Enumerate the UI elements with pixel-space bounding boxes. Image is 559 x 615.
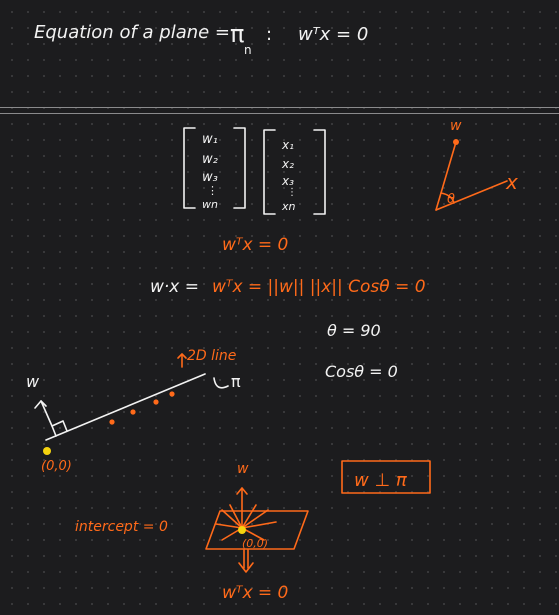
heading-text: Equation of a plane = — [34, 22, 231, 43]
transpose-equation-orange: wᵀx = 0 — [222, 235, 289, 255]
perpendicular-box — [342, 461, 430, 493]
angle-x-label: x — [506, 170, 518, 194]
x-vector-entry-1: x₁ — [282, 138, 294, 152]
heading-separator: : — [266, 24, 273, 45]
line-point-1 — [109, 419, 114, 424]
line-pi-label: π — [231, 372, 241, 391]
angle-w-tip-point — [453, 139, 459, 145]
perpendicular-box-text: w ⊥ π — [354, 470, 407, 491]
cos-value: Cosθ = 0 — [325, 362, 398, 381]
radiating-arrow-2 — [230, 505, 242, 528]
w-vector-entry-3: w₃ — [202, 170, 218, 185]
theta-value: θ = 90 — [327, 321, 381, 340]
line-origin-label: (0,0) — [41, 459, 72, 474]
line-pi-arrow — [214, 378, 228, 388]
w-vector-entry-n: wn — [202, 198, 218, 211]
plane-origin-label: (0,0) — [242, 537, 269, 550]
angle-theta-label: θ — [447, 192, 455, 207]
dot-product-rhs: wᵀx = ||w|| ||x|| Cosθ = 0 — [212, 277, 426, 297]
plane-down-arrow — [244, 550, 248, 568]
line-origin-point — [43, 447, 51, 455]
x-vector-right-bracket — [314, 130, 325, 214]
angle-w-label: w — [450, 118, 462, 134]
x-vector-entry-n: xn — [282, 200, 296, 213]
w-vector-entry-dots: ⋮ — [207, 184, 218, 197]
line-w-arrow — [41, 401, 52, 426]
line-point-3 — [153, 399, 158, 404]
plane-symbol: π — [230, 20, 245, 48]
dot-product-lhs: w·x = — [150, 277, 200, 297]
line-w-label: w — [26, 372, 40, 391]
w-vector-left-bracket — [184, 128, 195, 208]
x-vector-left-bracket — [264, 130, 275, 214]
plane-origin-point — [238, 526, 246, 534]
w-vector-right-bracket — [234, 128, 245, 208]
plane-w-label: w — [237, 461, 249, 477]
line-point-4 — [169, 391, 174, 396]
line-2d-label: 2D line — [187, 348, 237, 364]
plane-subscript: n — [244, 43, 252, 57]
line-point-2 — [130, 409, 135, 414]
x-vector-entry-dots: ⋮ — [287, 187, 297, 198]
radiating-arrow-3 — [242, 505, 256, 528]
w-vector-entry-2: w₂ — [202, 152, 218, 167]
intercept-label: intercept = 0 — [75, 519, 168, 535]
line-2d — [46, 374, 205, 440]
heading-equation: wᵀx = 0 — [298, 24, 369, 45]
angle-arc — [441, 193, 454, 203]
w-vector-entry-1: w₁ — [202, 132, 218, 147]
plane-down-arrowhead — [239, 563, 253, 572]
x-vector-entry-2: x₂ — [282, 157, 294, 171]
x-vector-entry-3: x₃ — [282, 174, 294, 188]
plane-equation: wᵀx = 0 — [222, 583, 289, 603]
